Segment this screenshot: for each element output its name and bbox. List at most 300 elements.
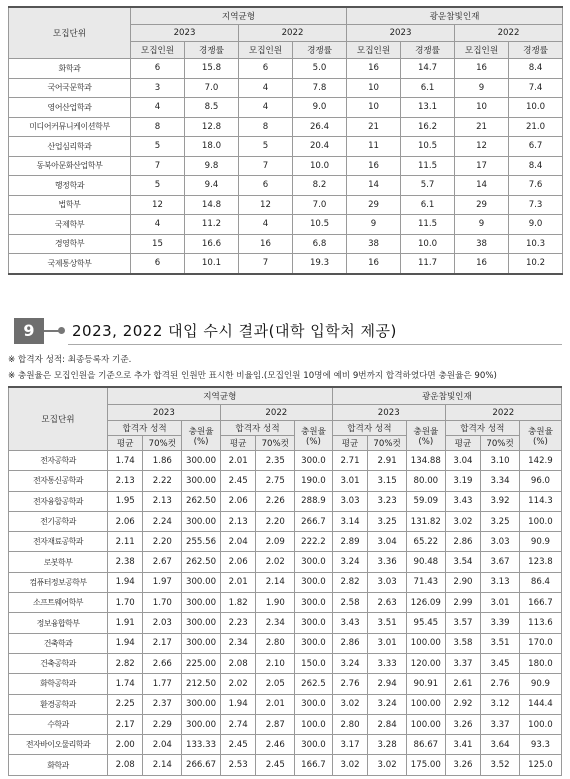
value-cell: 2.29 — [143, 714, 182, 734]
value-cell: 3.25 — [481, 511, 520, 531]
value-cell: 2.03 — [143, 613, 182, 633]
value-cell: 2.74 — [220, 714, 256, 734]
header-rate: 경쟁률 — [293, 42, 347, 59]
header-fill — [406, 421, 445, 451]
unit-name-cell: 경영학부 — [9, 234, 131, 254]
header-rate: 경쟁률 — [185, 42, 239, 59]
value-cell: 10.5 — [293, 215, 347, 235]
value-cell: 300.0 — [295, 593, 333, 613]
value-cell: 3.01 — [368, 633, 407, 653]
value-cell: 100.00 — [406, 633, 445, 653]
value-cell: 9 — [455, 78, 509, 98]
unit-name-cell: 동북아문화산업학부 — [9, 156, 131, 176]
value-cell: 10.0 — [293, 156, 347, 176]
value-cell: 2.14 — [256, 572, 295, 592]
value-cell: 3.36 — [368, 552, 407, 572]
value-cell: 1.86 — [143, 451, 182, 471]
value-cell: 9.0 — [509, 215, 563, 235]
value-cell: 3.24 — [332, 552, 368, 572]
value-cell: 2.08 — [220, 653, 256, 673]
value-cell: 14 — [347, 176, 401, 196]
value-cell: 300.0 — [295, 633, 333, 653]
value-cell: 212.50 — [182, 674, 221, 694]
table-row — [9, 78, 563, 98]
value-cell: 3.03 — [332, 491, 368, 511]
value-cell: 5 — [131, 176, 185, 196]
header-gwangun: 광운참빛인재 — [347, 7, 563, 25]
value-cell: 21 — [347, 117, 401, 137]
value-cell: 2.04 — [220, 532, 256, 552]
header-recruit: 모집인원 — [239, 42, 293, 59]
value-cell: 300.0 — [295, 572, 333, 592]
unit-name-cell: 환경공학과 — [9, 694, 108, 714]
value-cell: 71.43 — [406, 572, 445, 592]
value-cell: 3.19 — [445, 471, 481, 491]
table-row — [9, 552, 562, 572]
value-cell: 175.00 — [406, 755, 445, 775]
value-cell: 2.94 — [368, 674, 407, 694]
value-cell: 2.00 — [107, 735, 143, 755]
value-cell: 225.00 — [182, 653, 221, 673]
value-cell: 16 — [239, 234, 293, 254]
header-fill-unit: (%) — [306, 436, 321, 447]
value-cell: 9.0 — [293, 98, 347, 118]
value-cell: 3.23 — [368, 491, 407, 511]
value-cell: 300.00 — [182, 633, 221, 653]
value-cell: 2.05 — [256, 674, 295, 694]
value-cell: 2.84 — [368, 714, 407, 734]
table-row — [9, 471, 562, 491]
value-cell: 2.13 — [220, 511, 256, 531]
table-row — [9, 511, 562, 531]
value-cell: 2.20 — [143, 532, 182, 552]
value-cell: 262.50 — [182, 552, 221, 572]
value-cell: 2.45 — [256, 755, 295, 775]
value-cell: 3.39 — [481, 613, 520, 633]
value-cell: 16 — [347, 59, 401, 79]
value-cell: 2.23 — [220, 613, 256, 633]
value-cell: 1.82 — [220, 593, 256, 613]
value-cell: 3.04 — [445, 451, 481, 471]
header-year: 2023 — [131, 25, 239, 42]
value-cell: 7.0 — [185, 78, 239, 98]
header-year: 2022 — [445, 405, 561, 421]
header-70cut: 70%컷 — [256, 436, 295, 451]
unit-name-cell: 컴퓨터정보공학부 — [9, 572, 108, 592]
header-year: 2022 — [239, 25, 347, 42]
value-cell: 10 — [347, 78, 401, 98]
header-rate: 경쟁률 — [509, 42, 563, 59]
table-row — [9, 593, 562, 613]
value-cell: 7.3 — [509, 195, 563, 215]
unit-name-cell: 정보융합학부 — [9, 613, 108, 633]
section-number: 9 — [14, 318, 44, 344]
value-cell: 300.0 — [295, 451, 333, 471]
value-cell: 10.0 — [509, 98, 563, 118]
value-cell: 3.45 — [481, 653, 520, 673]
unit-name-cell: 건축공학과 — [9, 653, 108, 673]
value-cell: 3.37 — [481, 714, 520, 734]
value-cell: 59.09 — [406, 491, 445, 511]
value-cell: 2.14 — [143, 755, 182, 775]
unit-name-cell: 국제통상학부 — [9, 254, 131, 274]
value-cell: 3.28 — [368, 735, 407, 755]
unit-name-cell: 로봇학부 — [9, 552, 108, 572]
unit-name-cell: 법학부 — [9, 195, 131, 215]
value-cell: 29 — [347, 195, 401, 215]
value-cell: 3.54 — [445, 552, 481, 572]
header-fill-label: 충원율 — [188, 426, 214, 437]
value-cell: 114.3 — [519, 491, 561, 511]
value-cell: 1.74 — [107, 674, 143, 694]
value-cell: 4 — [239, 78, 293, 98]
value-cell: 1.70 — [107, 593, 143, 613]
value-cell: 2.38 — [107, 552, 143, 572]
value-cell: 2.45 — [220, 471, 256, 491]
value-cell: 300.00 — [182, 471, 221, 491]
value-cell: 12 — [131, 195, 185, 215]
value-cell: 150.0 — [295, 653, 333, 673]
value-cell: 2.20 — [256, 511, 295, 531]
table2-body — [9, 451, 562, 776]
value-cell: 38 — [455, 234, 509, 254]
value-cell: 3.41 — [445, 735, 481, 755]
value-cell: 2.67 — [143, 552, 182, 572]
table-row — [9, 735, 562, 755]
value-cell: 11.7 — [401, 254, 455, 274]
value-cell: 2.22 — [143, 471, 182, 491]
value-cell: 3.13 — [481, 572, 520, 592]
header-fill-label: 충원율 — [413, 426, 439, 437]
value-cell: 8 — [131, 117, 185, 137]
value-cell: 19.3 — [293, 254, 347, 274]
value-cell: 2.87 — [256, 714, 295, 734]
value-cell: 2.13 — [107, 471, 143, 491]
value-cell: 4 — [239, 98, 293, 118]
value-cell: 2.71 — [332, 451, 368, 471]
value-cell: 1.97 — [143, 572, 182, 592]
value-cell: 86.67 — [406, 735, 445, 755]
value-cell: 2.08 — [107, 755, 143, 775]
value-cell: 9 — [347, 215, 401, 235]
table-row — [9, 674, 562, 694]
value-cell: 3.15 — [368, 471, 407, 491]
table-row — [9, 254, 563, 274]
value-cell: 2.25 — [107, 694, 143, 714]
value-cell: 6.8 — [293, 234, 347, 254]
value-cell: 15.8 — [185, 59, 239, 79]
value-cell: 2.86 — [445, 532, 481, 552]
table-row — [9, 491, 562, 511]
value-cell: 3.03 — [481, 532, 520, 552]
value-cell: 16.6 — [185, 234, 239, 254]
value-cell: 12.8 — [185, 117, 239, 137]
value-cell: 5.7 — [401, 176, 455, 196]
unit-name-cell: 전자바이오물리학과 — [9, 735, 108, 755]
table-row — [9, 714, 562, 734]
value-cell: 10.0 — [401, 234, 455, 254]
unit-name-cell: 전자공학과 — [9, 451, 108, 471]
table-row — [9, 59, 563, 79]
value-cell: 2.61 — [445, 674, 481, 694]
value-cell: 16 — [455, 59, 509, 79]
header-regional: 지역균형 — [131, 7, 347, 25]
value-cell: 166.7 — [519, 593, 561, 613]
header-year: 2023 — [332, 405, 445, 421]
value-cell: 10.3 — [509, 234, 563, 254]
header-year: 2023 — [347, 25, 455, 42]
value-cell: 300.00 — [182, 714, 221, 734]
value-cell: 8.4 — [509, 156, 563, 176]
unit-name-cell: 산업심리학과 — [9, 137, 131, 157]
table-row — [9, 532, 562, 552]
value-cell: 100.0 — [295, 714, 333, 734]
value-cell: 3.26 — [445, 714, 481, 734]
table-row — [9, 613, 562, 633]
value-cell: 2.53 — [220, 755, 256, 775]
value-cell: 16 — [347, 254, 401, 274]
unit-name-cell: 국제학부 — [9, 215, 131, 235]
value-cell: 11.2 — [185, 215, 239, 235]
section-title: 2023, 2022 대입 수시 결과(대학 입학처 제공) — [72, 322, 397, 340]
table-row — [9, 98, 563, 118]
value-cell: 6.7 — [509, 137, 563, 157]
value-cell: 1.74 — [107, 451, 143, 471]
value-cell: 3.51 — [368, 613, 407, 633]
value-cell: 1.95 — [107, 491, 143, 511]
value-cell: 11 — [347, 137, 401, 157]
value-cell: 100.00 — [406, 714, 445, 734]
value-cell: 300.00 — [182, 613, 221, 633]
value-cell: 90.9 — [519, 674, 561, 694]
unit-name-cell: 미디어커뮤니케이션학부 — [9, 117, 131, 137]
value-cell: 1.94 — [107, 633, 143, 653]
value-cell: 300.00 — [182, 593, 221, 613]
value-cell: 17 — [455, 156, 509, 176]
value-cell: 6.1 — [401, 78, 455, 98]
value-cell: 86.4 — [519, 572, 561, 592]
value-cell: 2.63 — [368, 593, 407, 613]
value-cell: 13.1 — [401, 98, 455, 118]
note-fill-rate: ※ 충원율은 모집인원을 기준으로 추가 합격된 인원만 표시한 비율임.(모집인원 10명에 예비 9번까지 합격하였다면 충원율은 90%) — [8, 371, 497, 381]
value-cell: 2.35 — [256, 451, 295, 471]
value-cell: 2.91 — [368, 451, 407, 471]
value-cell: 10.2 — [509, 254, 563, 274]
value-cell: 6 — [131, 254, 185, 274]
value-cell: 9 — [455, 215, 509, 235]
value-cell: 131.82 — [406, 511, 445, 531]
value-cell: 125.0 — [519, 755, 561, 775]
value-cell: 2.17 — [143, 633, 182, 653]
value-cell: 2.82 — [332, 572, 368, 592]
value-cell: 100.0 — [519, 714, 561, 734]
value-cell: 15 — [131, 234, 185, 254]
value-cell: 6 — [239, 176, 293, 196]
value-cell: 3.12 — [481, 694, 520, 714]
value-cell: 222.2 — [295, 532, 333, 552]
value-cell: 262.50 — [182, 491, 221, 511]
value-cell: 7.0 — [293, 195, 347, 215]
value-cell: 3 — [131, 78, 185, 98]
value-cell: 2.66 — [143, 653, 182, 673]
header-70cut: 70%컷 — [143, 436, 182, 451]
value-cell: 2.45 — [220, 735, 256, 755]
table-row — [9, 633, 562, 653]
value-cell: 5.0 — [293, 59, 347, 79]
value-cell: 2.06 — [107, 511, 143, 531]
header-year: 2022 — [455, 25, 563, 42]
value-cell: 8.4 — [509, 59, 563, 79]
value-cell: 7.6 — [509, 176, 563, 196]
table-row — [9, 137, 563, 157]
header-fill-unit: (%) — [533, 436, 548, 447]
value-cell: 26.4 — [293, 117, 347, 137]
value-cell: 2.01 — [220, 572, 256, 592]
header-grade: 합격자 성적 — [220, 421, 294, 436]
unit-name-cell: 전자통신공학과 — [9, 471, 108, 491]
table-row — [9, 195, 563, 215]
value-cell: 262.5 — [295, 674, 333, 694]
value-cell: 2.13 — [143, 491, 182, 511]
value-cell: 2.90 — [445, 572, 481, 592]
value-cell: 65.22 — [406, 532, 445, 552]
unit-name-cell: 전자융합공학과 — [9, 491, 108, 511]
value-cell: 133.33 — [182, 735, 221, 755]
header-recruit: 모집인원 — [455, 42, 509, 59]
header-fill-unit: (%) — [193, 436, 209, 447]
header-avg: 평균 — [107, 436, 143, 451]
value-cell: 3.25 — [368, 511, 407, 531]
value-cell: 300.0 — [295, 694, 333, 714]
value-cell: 300.0 — [295, 613, 333, 633]
table-row — [9, 451, 562, 471]
value-cell: 8 — [239, 117, 293, 137]
value-cell: 2.34 — [220, 633, 256, 653]
header-year: 2023 — [107, 405, 220, 421]
admission-results-table — [8, 386, 562, 776]
value-cell: 2.06 — [220, 491, 256, 511]
value-cell: 2.86 — [332, 633, 368, 653]
value-cell: 3.04 — [368, 532, 407, 552]
value-cell: 5 — [131, 137, 185, 157]
value-cell: 2.02 — [220, 674, 256, 694]
value-cell: 8.5 — [185, 98, 239, 118]
value-cell: 2.02 — [256, 552, 295, 572]
recruit-competition-table — [8, 6, 563, 275]
value-cell: 3.37 — [445, 653, 481, 673]
value-cell: 1.77 — [143, 674, 182, 694]
value-cell: 2.92 — [445, 694, 481, 714]
value-cell: 2.34 — [256, 613, 295, 633]
value-cell: 3.67 — [481, 552, 520, 572]
value-cell: 3.57 — [445, 613, 481, 633]
value-cell: 300.00 — [182, 451, 221, 471]
value-cell: 100.00 — [406, 694, 445, 714]
header-regional: 지역균형 — [107, 387, 332, 405]
value-cell: 3.02 — [368, 755, 407, 775]
value-cell: 90.48 — [406, 552, 445, 572]
value-cell: 10 — [347, 98, 401, 118]
value-cell: 3.01 — [481, 593, 520, 613]
value-cell: 21.0 — [509, 117, 563, 137]
value-cell: 90.9 — [519, 532, 561, 552]
header-fill-label: 충원율 — [528, 426, 553, 437]
value-cell: 3.52 — [481, 755, 520, 775]
header-grade: 합격자 성적 — [107, 421, 181, 436]
value-cell: 11.5 — [401, 215, 455, 235]
unit-name-cell: 화학공학과 — [9, 674, 108, 694]
value-cell: 7 — [239, 156, 293, 176]
value-cell: 14.7 — [401, 59, 455, 79]
value-cell: 3.02 — [332, 755, 368, 775]
table-row — [9, 755, 562, 775]
value-cell: 2.80 — [256, 633, 295, 653]
value-cell: 16 — [347, 156, 401, 176]
value-cell: 2.37 — [143, 694, 182, 714]
value-cell: 100.0 — [519, 511, 561, 531]
value-cell: 10 — [455, 98, 509, 118]
value-cell: 2.76 — [332, 674, 368, 694]
value-cell: 120.00 — [406, 653, 445, 673]
table-row — [9, 117, 563, 137]
section-dot — [58, 327, 65, 334]
value-cell: 288.9 — [295, 491, 333, 511]
value-cell: 93.3 — [519, 735, 561, 755]
value-cell: 1.94 — [107, 572, 143, 592]
value-cell: 190.0 — [295, 471, 333, 491]
value-cell: 20.4 — [293, 137, 347, 157]
header-fill-unit: (%) — [418, 436, 434, 447]
unit-name-cell: 화학과 — [9, 755, 108, 775]
value-cell: 300.00 — [182, 511, 221, 531]
value-cell: 6 — [131, 59, 185, 79]
value-cell: 166.7 — [295, 755, 333, 775]
value-cell: 3.17 — [332, 735, 368, 755]
value-cell: 3.03 — [368, 572, 407, 592]
unit-name-cell: 국어국문학과 — [9, 78, 131, 98]
value-cell: 1.70 — [143, 593, 182, 613]
value-cell: 11.5 — [401, 156, 455, 176]
section-heading — [8, 318, 562, 344]
value-cell: 2.89 — [332, 532, 368, 552]
value-cell: 1.90 — [256, 593, 295, 613]
unit-name-cell: 영어산업학과 — [9, 98, 131, 118]
value-cell: 5 — [239, 137, 293, 157]
header-grade: 합격자 성적 — [445, 421, 519, 436]
value-cell: 12 — [239, 195, 293, 215]
value-cell: 2.06 — [220, 552, 256, 572]
value-cell: 14.8 — [185, 195, 239, 215]
header-70cut: 70%컷 — [368, 436, 407, 451]
header-recruit: 모집인원 — [347, 42, 401, 59]
value-cell: 2.76 — [481, 674, 520, 694]
value-cell: 2.46 — [256, 735, 295, 755]
unit-name-cell: 전기공학과 — [9, 511, 108, 531]
value-cell: 300.00 — [182, 572, 221, 592]
value-cell: 170.0 — [519, 633, 561, 653]
value-cell: 3.26 — [445, 755, 481, 775]
value-cell: 10.1 — [185, 254, 239, 274]
header-fill-label: 충원율 — [300, 426, 326, 437]
value-cell: 7 — [239, 254, 293, 274]
value-cell: 3.33 — [368, 653, 407, 673]
value-cell: 6.1 — [401, 195, 455, 215]
header-unit: 모집단위 — [9, 7, 131, 59]
note-grade-basis: ※ 합격자 성적: 최종등록자 기준. — [8, 355, 132, 365]
value-cell: 4 — [239, 215, 293, 235]
value-cell: 12 — [455, 137, 509, 157]
value-cell: 90.91 — [406, 674, 445, 694]
